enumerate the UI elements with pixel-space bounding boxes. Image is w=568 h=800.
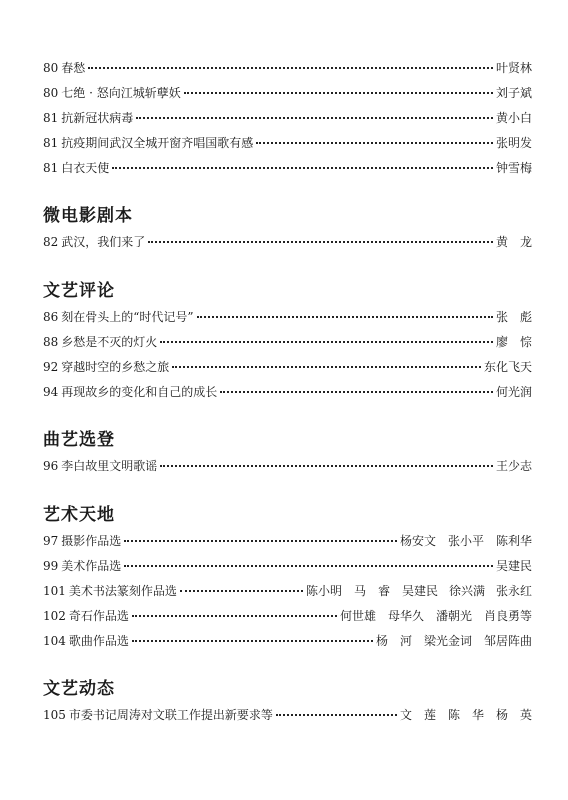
dot-leader — [124, 565, 493, 567]
entry-title: 李白故里文明歌谣 — [61, 459, 158, 473]
entry-page-number: 101 — [43, 584, 66, 598]
entry-author: 东化飞天 — [483, 360, 532, 374]
section-heading-micro-film-script: 微电影剧本 — [43, 206, 133, 226]
entry-author: 刘子斌 — [495, 86, 532, 100]
entry-title: 穿越时空的乡愁之旅 — [61, 360, 170, 374]
entry-author: 何世雄 母华久 潘朝光 肖良勇等 — [339, 609, 532, 623]
entry-author: 叶贤林 — [495, 61, 532, 75]
dot-leader — [276, 714, 397, 716]
entry-author: 陈小明 马 睿 吴建民 徐兴满 张永红 — [305, 584, 532, 598]
toc-entry — [43, 355, 532, 380]
micro-film-script-entries — [43, 230, 532, 255]
dot-leader — [132, 615, 337, 617]
entry-author: 黄 龙 — [495, 235, 532, 249]
entry-title: 抗新冠状病毒 — [61, 111, 134, 125]
entry-page-number: 81 — [43, 136, 59, 150]
toc-entry — [43, 454, 532, 479]
entry-title: 市委书记周涛对文联工作提出新要求等 — [68, 708, 273, 722]
entry-page-number: 82 — [43, 235, 59, 249]
toc-entry — [43, 604, 532, 629]
entry-title: 再现故乡的变化和自己的成长 — [61, 385, 218, 399]
dot-leader — [184, 92, 493, 94]
dot-leader — [180, 590, 303, 592]
entry-author: 吴建民 — [495, 559, 532, 573]
literary-criticism-entries — [43, 305, 532, 405]
section-heading-literary-criticism: 文艺评论 — [43, 281, 115, 301]
dot-leader — [124, 540, 397, 542]
toc-entry — [43, 106, 532, 131]
dot-leader — [148, 241, 493, 243]
poetry-entries — [43, 56, 532, 181]
toc-entry — [43, 380, 532, 405]
entry-page-number: 96 — [43, 459, 59, 473]
entry-page-number: 102 — [43, 609, 66, 623]
entry-author: 张 彪 — [495, 310, 532, 324]
entry-page-number: 81 — [43, 161, 59, 175]
art-world-entries — [43, 529, 532, 654]
toc-entry — [43, 305, 532, 330]
entry-title: 七绝 · 怒向江城斩孽妖 — [61, 86, 181, 100]
entry-title: 摄影作品选 — [61, 534, 122, 548]
section-heading-art-world: 艺术天地 — [43, 505, 115, 525]
toc-entry — [43, 81, 532, 106]
entry-author: 何光润 — [495, 385, 532, 399]
entry-title: 武汉，我们来了 — [61, 235, 146, 249]
entry-page-number: 80 — [43, 86, 59, 100]
dot-leader — [256, 142, 493, 144]
dot-leader — [112, 167, 493, 169]
entry-author: 杨 河 梁光金词 邹居阵曲 — [375, 634, 532, 648]
entry-page-number: 80 — [43, 61, 59, 75]
entry-author: 文 莲 陈 华 杨 英 — [399, 708, 532, 722]
entry-title: 奇石作品选 — [68, 609, 129, 623]
entry-title: 抗疫期间武汉全城开窗齐唱国歌有感 — [61, 136, 254, 150]
entry-author: 黄小白 — [495, 111, 532, 125]
entry-title: 美术书法篆刻作品选 — [68, 584, 177, 598]
dot-leader — [197, 316, 493, 318]
toc-entry — [43, 629, 532, 654]
entry-title: 美术作品选 — [61, 559, 122, 573]
folk-art-entries — [43, 454, 532, 479]
toc-entry — [43, 529, 532, 554]
entry-author: 张明发 — [495, 136, 532, 150]
toc-entry — [43, 330, 532, 355]
section-heading-folk-art: 曲艺选登 — [43, 430, 115, 450]
section-heading-cultural-news: 文艺动态 — [43, 679, 115, 699]
entry-page-number: 92 — [43, 360, 59, 374]
entry-author: 廖 悰 — [495, 335, 532, 349]
toc-entry — [43, 131, 532, 156]
cultural-news-entries — [43, 703, 532, 728]
entry-author: 杨安文 张小平 陈利华 — [399, 534, 532, 548]
entry-page-number: 81 — [43, 111, 59, 125]
dot-leader — [160, 341, 493, 343]
toc-entry — [43, 156, 532, 181]
toc-entry — [43, 703, 532, 728]
dot-leader — [132, 640, 373, 642]
entry-page-number: 88 — [43, 335, 59, 349]
toc-entry — [43, 579, 532, 604]
entry-page-number: 104 — [43, 634, 66, 648]
entry-page-number: 86 — [43, 310, 59, 324]
entry-title: 乡愁是不灭的灯火 — [61, 335, 158, 349]
entry-author: 王少志 — [495, 459, 532, 473]
dot-leader — [172, 366, 481, 368]
entry-title: 刻在骨头上的“时代记号” — [61, 310, 194, 324]
entry-author: 钟雪梅 — [495, 161, 532, 175]
dot-leader — [160, 465, 493, 467]
toc-entry — [43, 554, 532, 579]
dot-leader — [220, 391, 493, 393]
dot-leader — [88, 67, 493, 69]
toc-entry — [43, 56, 532, 81]
dot-leader — [136, 117, 493, 119]
entry-page-number: 97 — [43, 534, 59, 548]
entry-page-number: 99 — [43, 559, 59, 573]
toc-entry — [43, 230, 532, 255]
entry-page-number: 94 — [43, 385, 59, 399]
entry-title: 春愁 — [61, 61, 86, 75]
entry-page-number: 105 — [43, 708, 66, 722]
entry-title: 歌曲作品选 — [68, 634, 129, 648]
entry-title: 白衣天使 — [61, 161, 110, 175]
